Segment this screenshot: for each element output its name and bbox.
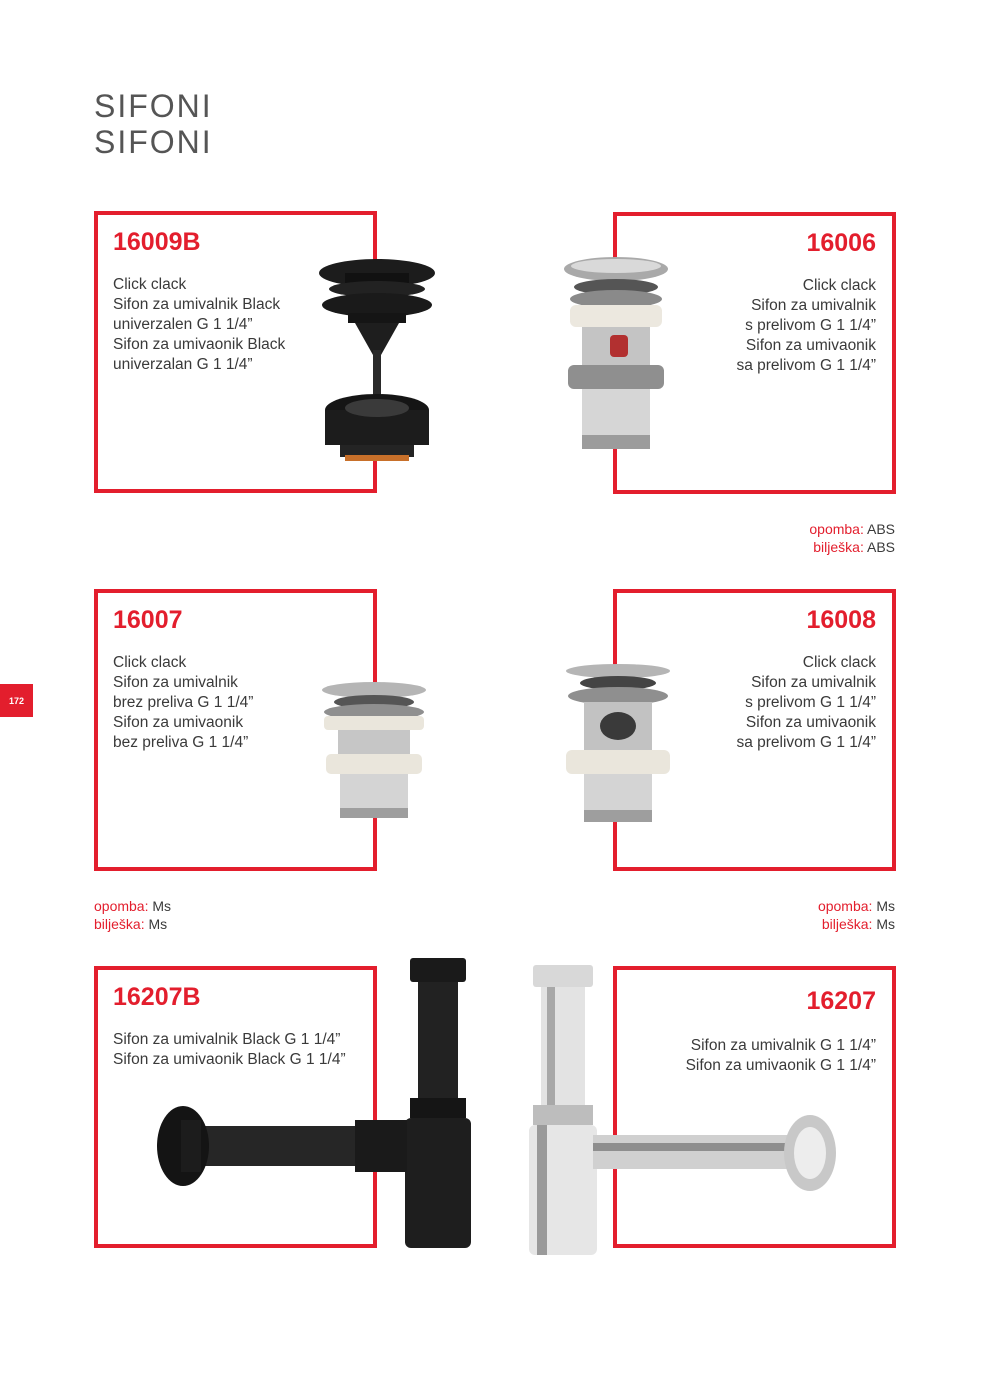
product-description: Click clack Sifon za umivalnik brez preliva G 1 1/4” Sifon za umivaonik bez preliva G 1 1/4” bbox=[113, 654, 254, 751]
product-code: 16207B bbox=[113, 983, 201, 1011]
note-value: ABS bbox=[863, 521, 895, 537]
note-label: opomba: bbox=[94, 898, 149, 914]
product-code: 16207 bbox=[806, 987, 876, 1015]
product-code: 16006 bbox=[806, 229, 876, 257]
chrome-click-clack-drain-overflow-image bbox=[562, 662, 674, 827]
title-line-1: SIFONI bbox=[94, 88, 213, 124]
page-number-tab: 172 bbox=[0, 684, 33, 717]
chrome-bottle-trap-image bbox=[525, 965, 840, 1260]
note-label: bilješka: bbox=[821, 916, 873, 932]
note-value: Ms bbox=[872, 916, 895, 932]
note-value: Ms bbox=[148, 898, 172, 914]
product-code: 16008 bbox=[806, 606, 876, 634]
product-code: 16007 bbox=[113, 606, 183, 634]
page-title bbox=[94, 88, 213, 160]
black-click-clack-drain-image bbox=[315, 255, 440, 470]
note-value: Ms bbox=[144, 916, 168, 932]
product-description: Sifon za umivalnik G 1 1/4” Sifon za umivaonik G 1 1/4” bbox=[685, 1037, 876, 1074]
note-label: opomba: bbox=[817, 898, 873, 914]
material-note bbox=[818, 897, 895, 933]
title-line-2: SIFONI bbox=[94, 124, 213, 160]
note-label: bilješka: bbox=[813, 539, 864, 555]
note-value: Ms bbox=[872, 898, 895, 914]
product-description: Click clack Sifon za umivalnik s prelivom G 1 1/4” Sifon za umivaonik sa prelivom G 1 1/4” bbox=[736, 654, 876, 751]
material-note bbox=[94, 897, 171, 933]
black-bottle-trap-image bbox=[155, 958, 475, 1258]
note-value: ABS bbox=[863, 539, 895, 555]
chrome-click-clack-drain-no-overflow-image bbox=[318, 680, 430, 825]
note-label: opomba: bbox=[809, 521, 864, 537]
note-label: bilješka: bbox=[94, 916, 145, 932]
product-description: Sifon za umivalnik Black G 1 1/4” Sifon za umivaonik Black G 1 1/4” bbox=[113, 1031, 346, 1068]
chrome-click-clack-drain-image bbox=[560, 255, 672, 455]
product-description: Click clack Sifon za umivalnik s prelivom G 1 1/4” Sifon za umivaonik sa prelivom G 1 1/4” bbox=[736, 277, 876, 374]
product-code: 16009B bbox=[113, 228, 201, 256]
material-note bbox=[809, 520, 895, 556]
product-description: Click clack Sifon za umivalnik Black univerzalen G 1 1/4” Sifon za umivaonik Black univerzalan G 1 1/4” bbox=[113, 276, 286, 373]
